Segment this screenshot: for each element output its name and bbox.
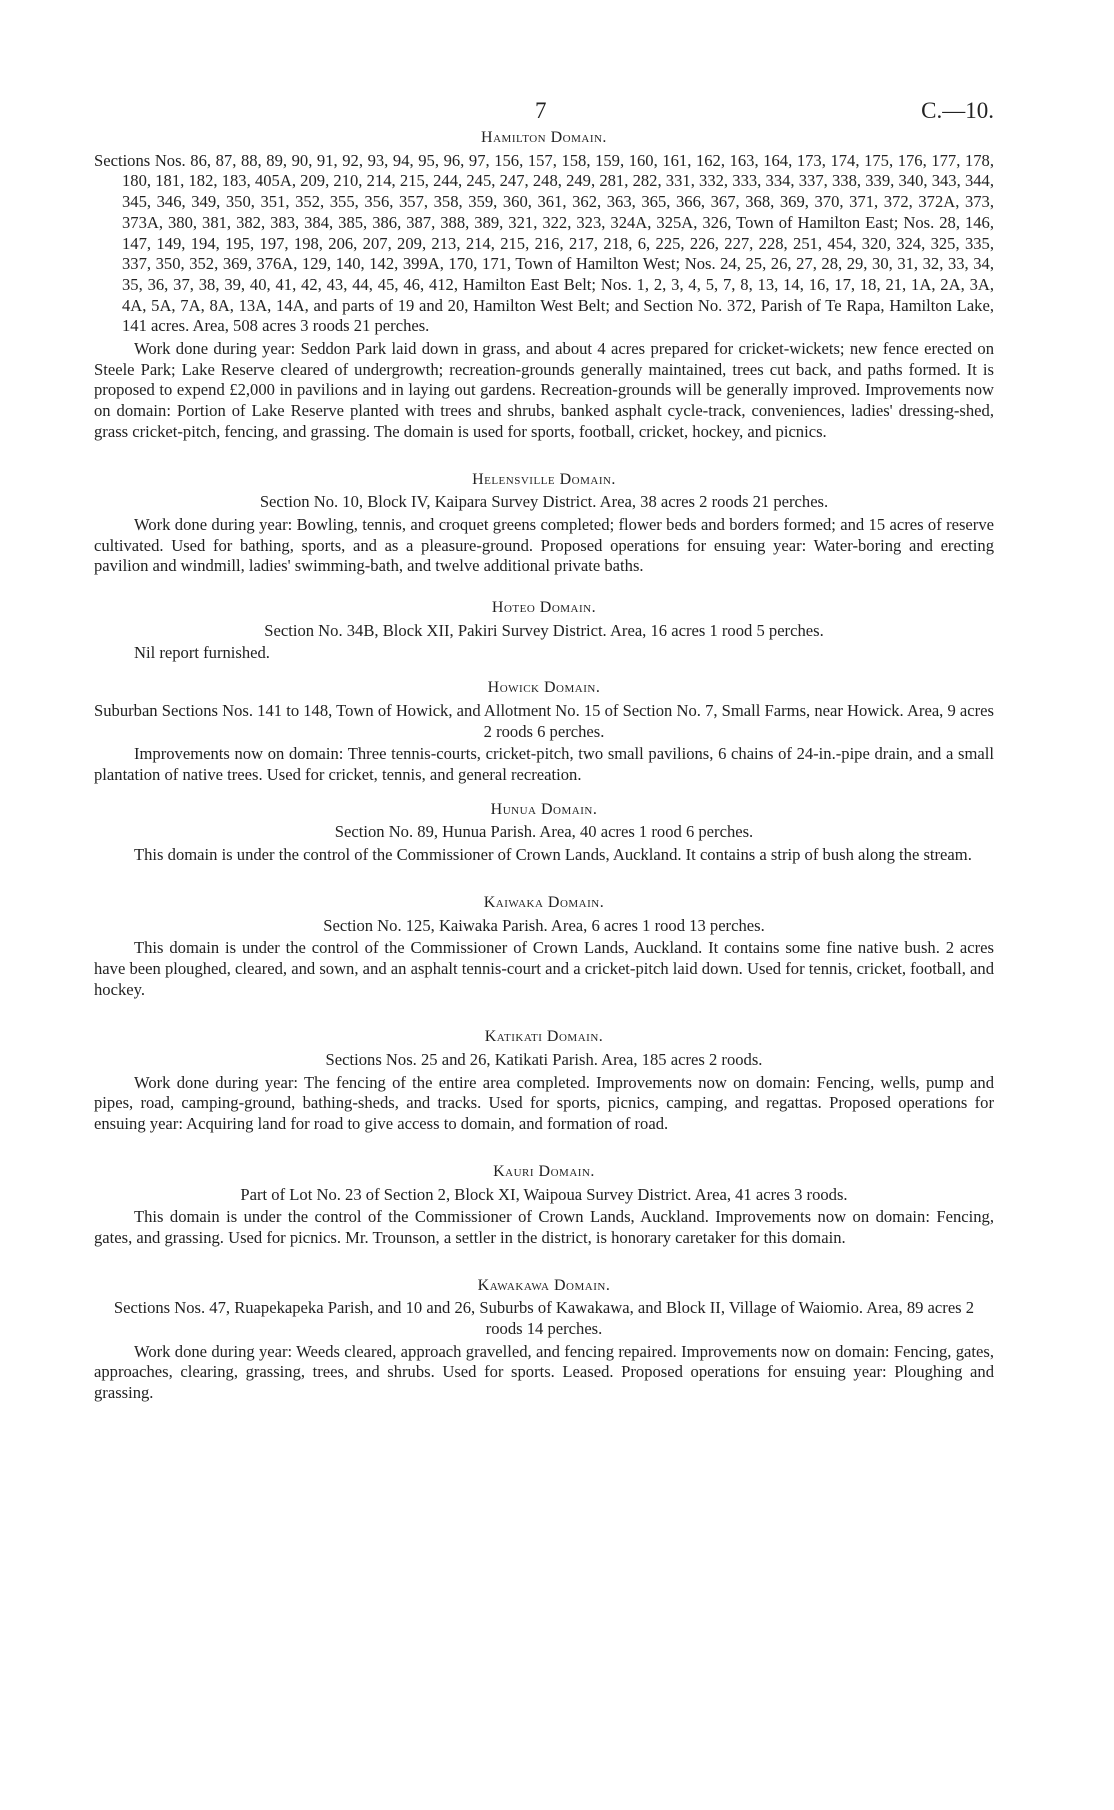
section-paragraph: Work done during year: Seddon Park laid down in grass, and about 4 acres prepared for cricket-wickets; new fence erected on Steele Park; Lake Reserve cleared of undergrowth; recreation-grounds generally maintained, trees cut back, and paths formed. It is proposed to expend £2,000 in pavilions and in laying out gardens. Recreation-grounds will be generally improved. Improvements now on domain: Portion of Lake Reserve planted with trees and shrubs, banked asphalt cycle-track, conveniences, ladies' dressing-shed, grass cricket-pitch, fencing, and grassing. The domain is used for sports, football, cricket, hockey, and picnics. — [94, 339, 994, 441]
section-hoteo-domain — [94, 598, 994, 664]
section-description: Part of Lot No. 23 of Section 2, Block XI, Waipoua Survey District. Area, 41 acres 3 roods. — [240, 1184, 848, 1204]
section-kawakawa-domain — [94, 1276, 994, 1404]
section-description: Sections Nos. 47, Ruapekapeka Parish, and 10 and 26, Suburbs of Kawakawa, and Block II, Village of Waiomio. Area, 89 acres 2 roods 14 perches. — [113, 1298, 975, 1339]
section-title: Katikati Domain. — [484, 1028, 604, 1046]
section-description: Section No. 89, Hunua Parish. Area, 40 acres 1 rood 6 perches. — [334, 822, 754, 842]
section-howick-domain — [94, 678, 994, 786]
section-paragraph: Nil report furnished. — [134, 643, 270, 663]
section-katikati-domain — [94, 1027, 994, 1135]
section-title: Helensville Domain. — [472, 470, 616, 488]
section-paragraph: Work done during year: Weeds cleared, approach gravelled, and fencing repaired. Improvements now on domain: Fencing, gates, approaches, clearing, grassing, trees, and shrubs. Used for sports. Leased. Proposed operations for ensuing year: Ploughing and grassing. — [94, 1341, 994, 1403]
section-paragraph: Work done during year: The fencing of the entire area completed. Improvements now on domain: Fencing, wells, pump and pipes, road, camping-ground, bathing-sheds, and tracks. Used for sports, picnics, camping, and regattas. Proposed operations for ensuing year: Acquiring land for road to give access to domain, and formation of road. — [94, 1072, 994, 1134]
section-paragraph: This domain is under the control of the Commissioner of Crown Lands, Auckland. It contains a strip of bush along the stream. — [134, 845, 972, 865]
section-paragraph: Work done during year: Bowling, tennis, and croquet greens completed; flower beds and borders formed; and 15 acres of reserve cultivated. Used for bathing, sports, and as a pleasure-ground. Proposed operations for ensuing year: Water-boring and erecting pavilion and windmill, ladies' swimming-bath, and twelve additional private baths. — [94, 514, 994, 576]
report-reference: C.—10. — [921, 98, 994, 123]
section-title: Kawakawa Domain. — [477, 1276, 611, 1294]
page-number: 7 — [535, 98, 547, 123]
section-title: Hoteo Domain. — [491, 599, 597, 617]
section-title: Kauri Domain. — [493, 1162, 595, 1180]
section-description: Section No. 34B, Block XII, Pakiri Survey District. Area, 16 acres 1 rood 5 perches. — [264, 620, 824, 640]
section-helensville-domain — [94, 470, 994, 578]
section-description: Section No. 125, Kaiwaka Parish. Area, 6 acres 1 rood 13 perches. — [323, 915, 765, 935]
document-body — [94, 128, 994, 1404]
section-kauri-domain — [94, 1162, 994, 1249]
section-description: Section No. 10, Block IV, Kaipara Survey District. Area, 38 acres 2 roods 21 perches. — [259, 492, 829, 512]
section-paragraph: Improvements now on domain: Three tennis-courts, cricket-pitch, two small pavilions, 6 chains of 24-in.-pipe drain, and a small plantation of native trees. Used for cricket, tennis, and general recreation. — [94, 744, 994, 784]
section-kaiwaka-domain — [94, 893, 994, 1001]
section-title: Hamilton Domain. — [481, 129, 607, 146]
section-paragraph: This domain is under the control of the Commissioner of Crown Lands, Auckland. Improvements now on domain: Fencing, gates, and grassing. Used for picnics. Mr. Trounson, a settler in the district, is honorary caretaker for this domain. — [94, 1207, 994, 1247]
section-description: Sections Nos. 86, 87, 88, 89, 90, 91, 92, 93, 94, 95, 96, 97, 156, 157, 158, 159, 160, 161, 162, 163, 164, 173, 174, 175, 176, 177, 178, 180, 181, 182, 183, 405A, 209, 210, 214, 215, 244, 245, 247, 248, 249, 281, 282, 331, 332, 333, 334, 337, 338, 339, 340, 343, 344, 345, 346, 349, 350, 351, 352, 355, 356, 357, 358, 359, 360, 361, 362, 363, 365, 366, 367, 368, 369, 370, 371, 372, 372A, 373, 373A, 380, 381, 382, 383, 384, 385, 386, 387, 388, 389, 321, 322, 323, 324A, 325A, 326, Town of Hamilton East; Nos. 28, 146, 147, 149, 194, 195, 197, 198, 206, 207, 209, 213, 214, 215, 216, 217, 218, 6, 225, 226, 227, 228, 251, 454, 320, 324, 325, 335, 337, 350, 352, 369, 376A, 129, 140, 142, 399A, 170, 171, Town of Hamilton West; Nos. 24, 25, 26, 27, 28, 29, 30, 31, 32, 33, 34, 35, 36, 37, 38, 39, 40, 41, 42, 43, 44, 45, 46, 412, Hamilton East Belt; Nos. 1, 2, 3, 4, 5, 7, 8, 13, 14, 16, 17, 18, 21, 1A, 2A, 3A, 4A, 5A, 7A, 8A, 13A, 14A, and parts of 19 and 20, Hamilton West Belt; and Section No. 372, Parish of Te Rapa, Hamilton Lake, 141 acres. Area, 508 acres 3 roods 21 perches. — [94, 150, 994, 336]
section-title: Howick Domain. — [487, 679, 601, 697]
section-hunua-domain — [94, 800, 994, 866]
section-description: Sections Nos. 25 and 26, Katikati Parish. Area, 185 acres 2 roods. — [325, 1050, 763, 1070]
section-paragraph: This domain is under the control of the Commissioner of Crown Lands, Auckland. It contains some fine native bush. 2 acres have been ploughed, cleared, and sown, and an asphalt tennis-court and a cricket-pitch laid down. Used for tennis, cricket, football, and hockey. — [94, 938, 994, 999]
section-title: Kaiwaka Domain. — [483, 893, 605, 911]
section-title: Hunua Domain. — [490, 800, 598, 818]
section-description: Suburban Sections Nos. 141 to 148, Town of Howick, and Allotment No. 15 of Section No. 7, Small Farms, near Howick. Area, 9 acres 2 roods 6 perches. — [94, 700, 994, 741]
section-hamilton-domain — [94, 128, 994, 443]
